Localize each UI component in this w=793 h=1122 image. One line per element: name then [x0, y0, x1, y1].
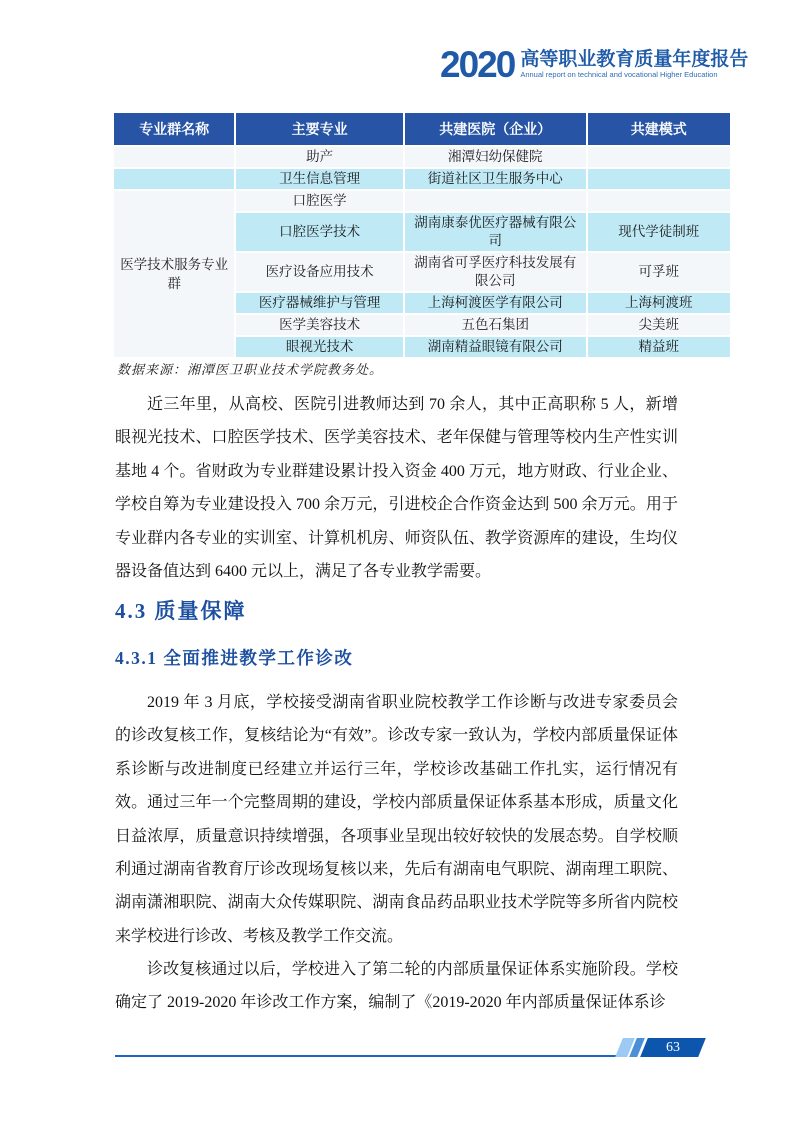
logo-title-cn: 高等职业教育质量年度报告 — [520, 49, 749, 70]
group-empty-cell — [114, 147, 234, 167]
hospital-cell: 湖南康泰优医疗器械有限公司 — [405, 213, 586, 251]
cooperation-table — [112, 111, 732, 359]
mode-cell: 现代学徒制班 — [588, 213, 731, 251]
table-header-row — [114, 113, 730, 145]
group-name-cell: 医学技术服务专业群 — [114, 191, 234, 357]
major-cell: 助产 — [236, 147, 403, 167]
page-number: 63 — [666, 1040, 680, 1055]
table-row — [114, 169, 730, 189]
major-cell: 口腔医学 — [236, 191, 403, 211]
header-major: 主要专业 — [236, 113, 403, 145]
badge-dark — [640, 1038, 706, 1057]
logo-title-en: Annual report on technical and vocational Higher Education — [520, 70, 718, 79]
major-cell: 医疗设备应用技术 — [236, 253, 403, 291]
mode-cell: 上海柯渡班 — [588, 293, 731, 313]
header-mode: 共建模式 — [588, 113, 731, 145]
paragraph-second-round: 诊改复核通过以后，学校进入了第二轮的内部质量保证体系实施阶段。学校确定了 2019-2020 年诊改工作方案，编制了《2019-2020 年内部质量保证体系诊 — [115, 961, 678, 1012]
major-cell: 医学美容技术 — [236, 315, 403, 335]
hospital-cell: 湖南精益眼镜有限公司 — [405, 337, 586, 357]
data-source-note: 数据来源：湘潭医卫职业技术学院教务处。 — [117, 362, 384, 377]
major-cell: 口腔医学技术 — [236, 213, 403, 251]
group-empty-cell — [114, 169, 234, 189]
mode-cell: 精益班 — [588, 337, 731, 357]
hospital-cell: 五色石集团 — [405, 315, 586, 335]
hospital-cell — [405, 191, 586, 211]
mode-cell — [588, 191, 731, 211]
cooperation-table-wrap — [112, 111, 732, 359]
paragraph-diagnosis-review: 2019 年 3 月底，学校接受湖南省职业院校教学工作诊断与改进专家委员会的诊改复核工作，复核结论为“有效”。诊改专家一致认为，学校内部质量保证体系诊断与改进制度已经建立并运行三年，学校诊改基础工作扎实，运行情况有效。通过三年一个完整周期的建设，学校内部质量保证体系基本形成，质量文化日益浓厚，质量意识持续增强，各项事业呈现出较好较快的发展态势。自学校顺利通过湖南省教育厅诊改现场复核以来，先后有湖南电气职院、湖南理工职院、湖南潇湘职院、湖南大众传媒职院、湖南食品药品职业技术学院等多所省内院校来学校进行诊改、考核及教学工作交流。 — [115, 694, 678, 945]
mode-cell: 尖美班 — [588, 315, 731, 335]
mode-cell — [588, 169, 731, 189]
major-cell: 眼视光技术 — [236, 337, 403, 357]
major-cell: 医疗器械维护与管理 — [236, 293, 403, 313]
paragraph-funding: 近三年里，从高校、医院引进教师达到 70 余人，其中正高职称 5 人，新增眼视光技术、口腔医学技术、医学美容技术、老年保健与管理等校内生产性实训基地 4 个。省财政为专业群建设累计投入资金 400 万元，地方财政、行业企业、学校自筹为专业建设投入 700 余万元，引进校企合作资金达到 500 余万元。用于专业群内各专业的实训室、计算机机房、师资队伍、教学资源库的建设，生均仪器设备值达到 6400 元以上，满足了各专业教学需要。 — [115, 396, 678, 581]
table-row — [114, 147, 730, 167]
logo-year: 2020 — [440, 44, 515, 85]
header-group-name: 专业群名称 — [114, 113, 234, 145]
footer-rule — [115, 1055, 627, 1057]
header-hospital: 共建医院（企业） — [405, 113, 586, 145]
section-heading-4-3-1: 4.3.1 全面推进教学工作诊改 — [115, 648, 354, 668]
hospital-cell: 街道社区卫生服务中心 — [405, 169, 586, 189]
logo-text-block — [520, 46, 748, 79]
hospital-cell: 湖南省可孚医疗科技发展有限公司 — [405, 253, 586, 291]
mode-cell — [588, 147, 731, 167]
table-row — [114, 191, 730, 211]
report-logo — [440, 44, 749, 85]
mode-cell: 可孚班 — [588, 253, 731, 291]
hospital-cell: 湘潭妇幼保健院 — [405, 147, 586, 167]
major-cell: 卫生信息管理 — [236, 169, 403, 189]
section-heading-4-3: 4.3 质量保障 — [115, 599, 247, 623]
hospital-cell: 上海柯渡医学有限公司 — [405, 293, 586, 313]
